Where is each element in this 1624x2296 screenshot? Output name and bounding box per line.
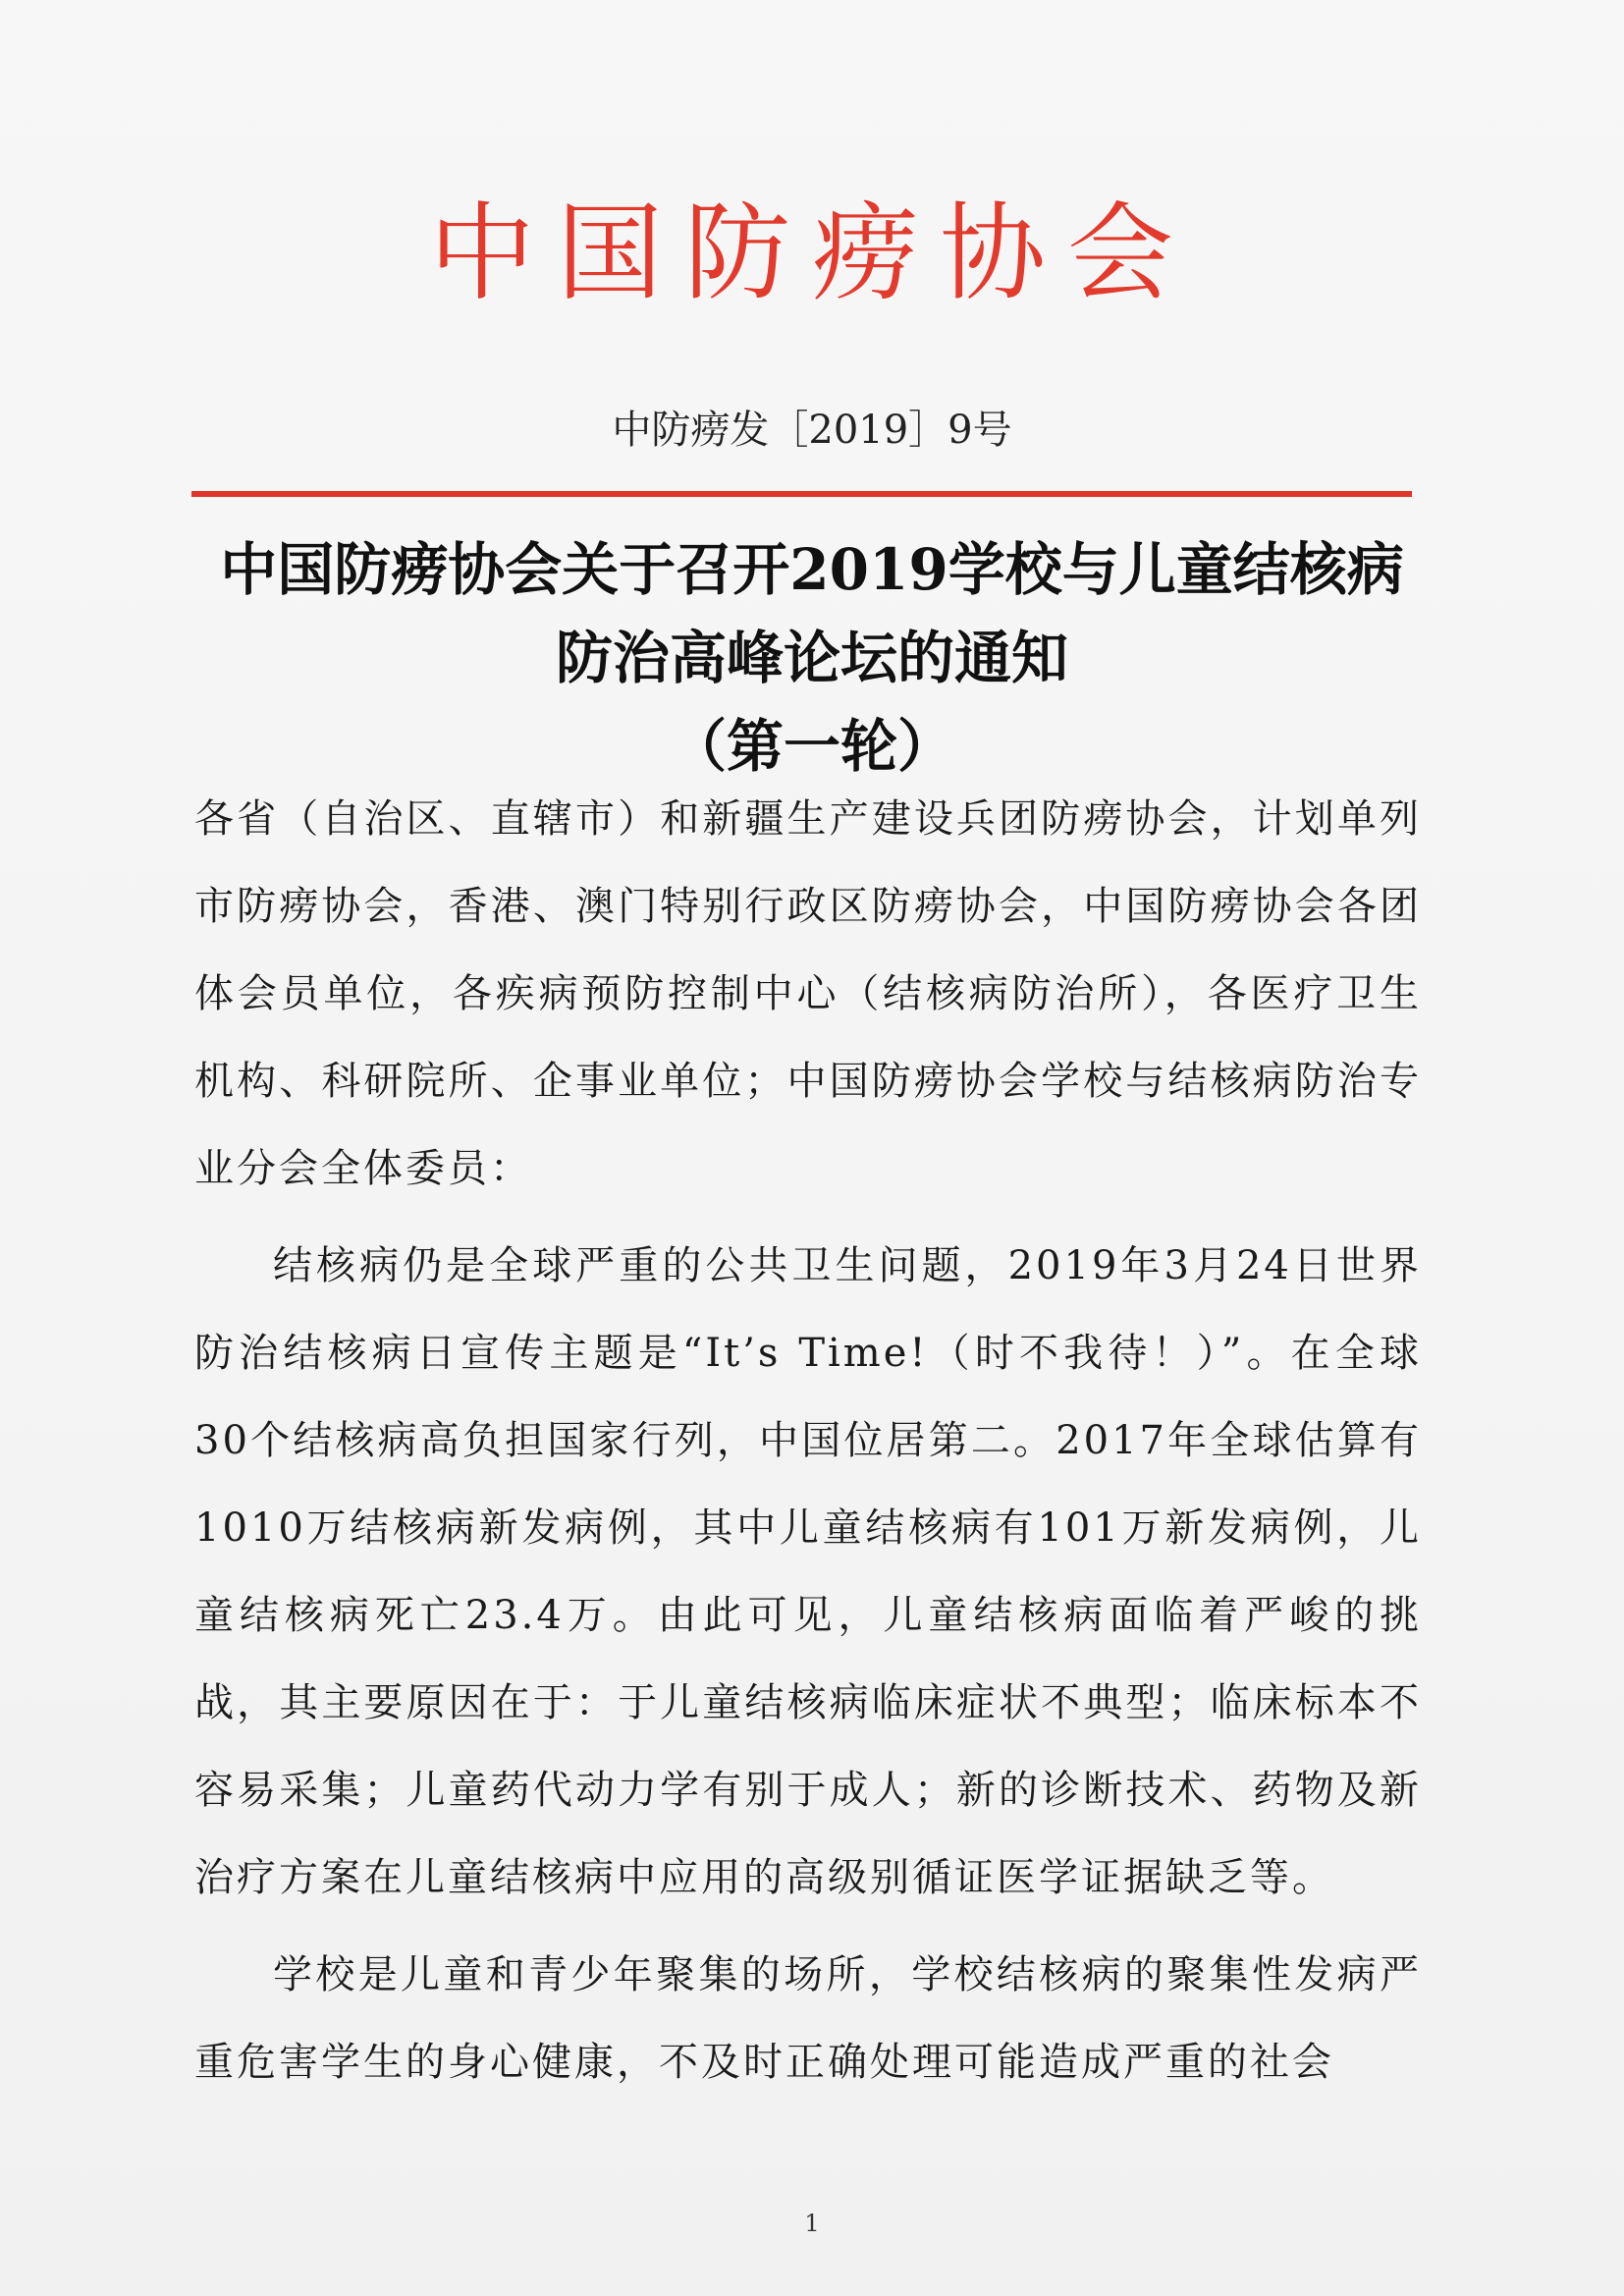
title-line-3: （第一轮） [669, 713, 954, 780]
red-divider-line [191, 491, 1412, 497]
organization-header: 中国防痨协会 [428, 192, 1195, 315]
salutation-paragraph: 各省（自治区、直辖市）和新疆生产建设兵团防痨协会，计划单列市防痨协会，香港、澳门特别行政区防痨协会，中国防痨协会各团体会员单位，各疾病预防控制中心（结核病防治所），各医疗卫生机构、科研院所、企事业单位；中国防痨协会学校与结核病防治专业分会全体委员： [194, 796, 1422, 1191]
body-paragraph-1: 结核病仍是全球严重的公共卫生问题，2019年3月24日世界防治结核病日宣传主题是“It’s Time!（时不我待！）”。在全球30个结核病高负担国家行列，中国位居第二。2017年全球估算有1010万结核病新发病例，其中儿童结核病有101万新发病例，儿童结核病死亡23.4万。由此可见，儿童结核病面临着严峻的挑战，其主要原因在于：于儿童结核病临床症状不典型；临床标本不容易采集；儿童药代动力学有别于成人；新的诊断技术、药物及新治疗方案在儿童结核病中应用的高级别循证医学证据缺乏等。 [194, 1243, 1422, 1900]
document-body [194, 776, 1422, 2106]
document-number: 中防痨发［2019］9号 [612, 408, 1012, 453]
body-paragraph-2: 学校是儿童和青少年聚集的场所，学校结核病的聚集性发病严重危害学生的身心健康，不及时正确处理可能造成严重的社会 [194, 1952, 1422, 2085]
title-line-1: 中国防痨协会关于召开2019学校与儿童结核病 [220, 536, 1404, 603]
document-title [0, 525, 1624, 791]
title-line-2: 防治高峰论坛的通知 [555, 625, 1068, 691]
page-number: 1 [804, 2210, 820, 2237]
